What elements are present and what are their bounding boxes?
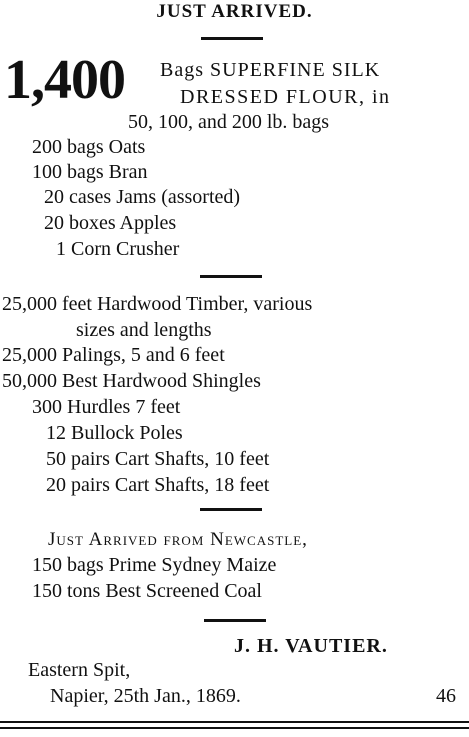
list-item: 20 pairs Cart Shafts, 18 feet	[46, 474, 270, 496]
heading: JUST ARRIVED.	[156, 1, 313, 22]
signature: J. H. VAUTIER.	[234, 635, 388, 657]
list-item: 20 cases Jams (assorted)	[44, 186, 241, 208]
divider	[200, 508, 262, 511]
list-item: 20 boxes Apples	[44, 212, 177, 234]
list-item: 1 Corn Crusher	[56, 238, 180, 260]
reference-number: 46	[436, 685, 456, 707]
list-item: 12 Bullock Poles	[46, 422, 183, 444]
list-item: 300 Hurdles 7 feet	[32, 396, 181, 418]
lead-line-2: DRESSED FLOUR, in	[180, 86, 391, 108]
divider	[200, 275, 262, 278]
address-line-2: Napier, 25th Jan., 1869.	[50, 685, 241, 707]
divider	[204, 619, 266, 622]
list-item: 50,000 Best Hardwood Shingles	[2, 370, 261, 392]
list-item: 50 pairs Cart Shafts, 10 feet	[46, 448, 270, 470]
list-item: 150 bags Prime Sydney Maize	[32, 554, 277, 576]
timber-line-2: sizes and lengths	[76, 319, 212, 341]
timber-line-1: 25,000 feet Hardwood Timber, various	[2, 293, 313, 315]
lead-quantity: 1,400	[4, 49, 125, 111]
list-item: 100 bags Bran	[32, 161, 148, 183]
lead-line-3: 50, 100, and 200 lb. bags	[128, 111, 330, 133]
list-item: 200 bags Oats	[32, 136, 146, 158]
bottom-rule	[0, 727, 469, 729]
bottom-rule	[0, 721, 469, 723]
newcastle-heading: Just Arrived from Newcastle,	[48, 529, 308, 550]
address-line-1: Eastern Spit,	[28, 659, 131, 681]
list-item: 25,000 Palings, 5 and 6 feet	[2, 344, 225, 366]
divider	[201, 37, 263, 40]
list-item: 150 tons Best Screened Coal	[32, 580, 262, 602]
lead-line-1: Bags SUPERFINE SILK	[160, 59, 381, 81]
